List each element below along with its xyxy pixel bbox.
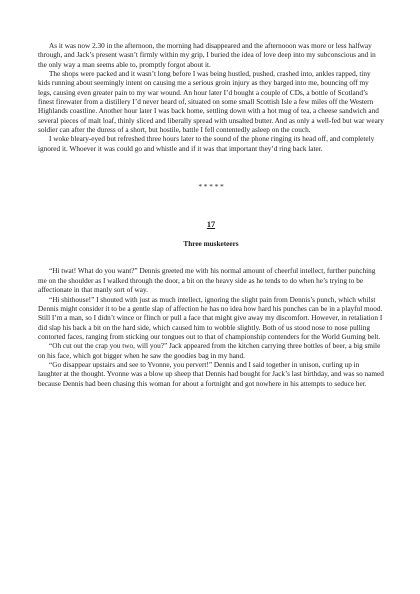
paragraph: I woke bleary-eyed but refreshed three hours later to the sound of the phone ringing its head off, and completely ignored it. Whoever it was could go and whistle and if it was that important they’d ring back later. (38, 135, 375, 153)
paragraph: “Oh cut out the crap you two, will you?” Jack appeared from the kitchen carrying three bottles of beer, a big smile on his face, which got bigger when he saw the goodies bag in my hand. (38, 342, 381, 360)
paragraph: The shops were packed and it wasn’t long before I was being hustled, pushed, crashed into, ankles rapped, tiny kids running about seemingly intent on causing me a serious groin injury as they barged into me, bouncing off my legs, causing even greater pain to my war wound. An hour later I’d bought a couple of CDs, a bottle of Scotland’s finest firewater from a distillery I’d never heard of, situated on some small Scottish Isle a few miles off the Western Highlands coastline. Another hour later I was back home, settling down with a hot mug of tea, a cheese sandwich and several pieces of malt loaf, thinly sliced and liberally spread with unsalted butter. And as only a well-fed but war weary soldier can after the duress of a short, but hostile, battle I fell contentedly asleep on the couch. (38, 70, 384, 135)
paragraph: “Hi twat! What do you want?” Dennis greeted me with his normal amount of cheerful intellect, further punching me on the shoulder as I walked through the door, a bit on the heavy side as he tends to do when he’s trying to be affectionate in that manly sort of way. (38, 267, 376, 295)
book-page (38, 42, 384, 389)
section-separator: * * * * * (198, 183, 224, 192)
paragraph: As it was now 2.30 in the afternoon, the morning had disappeared and the afternooon was more or less halfway through, and Jack’s present wasn’t firmly within my grip, I buried the idea of love deep into my subconscious and in the only way a man seems able to, promptly forgot about it. (38, 42, 376, 69)
section-two (38, 267, 384, 388)
chapter-title: Three musketeers (183, 240, 239, 249)
paragraph: “Hi shithouse!” I shouted with just as much intellect, ignoring the slight pain from Dennis’s punch, which whilst Dennis might consider it to be a gentle slap of affection he has no idea how hard his punches can be in a playful mood. Still I’m a man, so I didn’t wince or flinch or pull a face that might give away my discomfort. However, in retaliation I did slap his back a bit on the hard side, which caused him to wobble slightly. Both of us stood nose to nose pulling contorted faces, ranging from sticking our tongues out to that of championship contenders for the World Gurning belt. (38, 295, 383, 341)
section-one (38, 42, 384, 154)
paragraph: “Go disappear upstairs and see to Yvonne, you pervert!” Dennis and I said together in unison, curling up in laughter at the thought. Yvonne was a blow up sheep that Dennis had bought for Jack’s last birthday, and was so named because Dennis had been chasing this woman for about a fortnight and got nowhere in his attempts to seduce her. (38, 360, 384, 388)
chapter-number: 17 (206, 220, 216, 230)
